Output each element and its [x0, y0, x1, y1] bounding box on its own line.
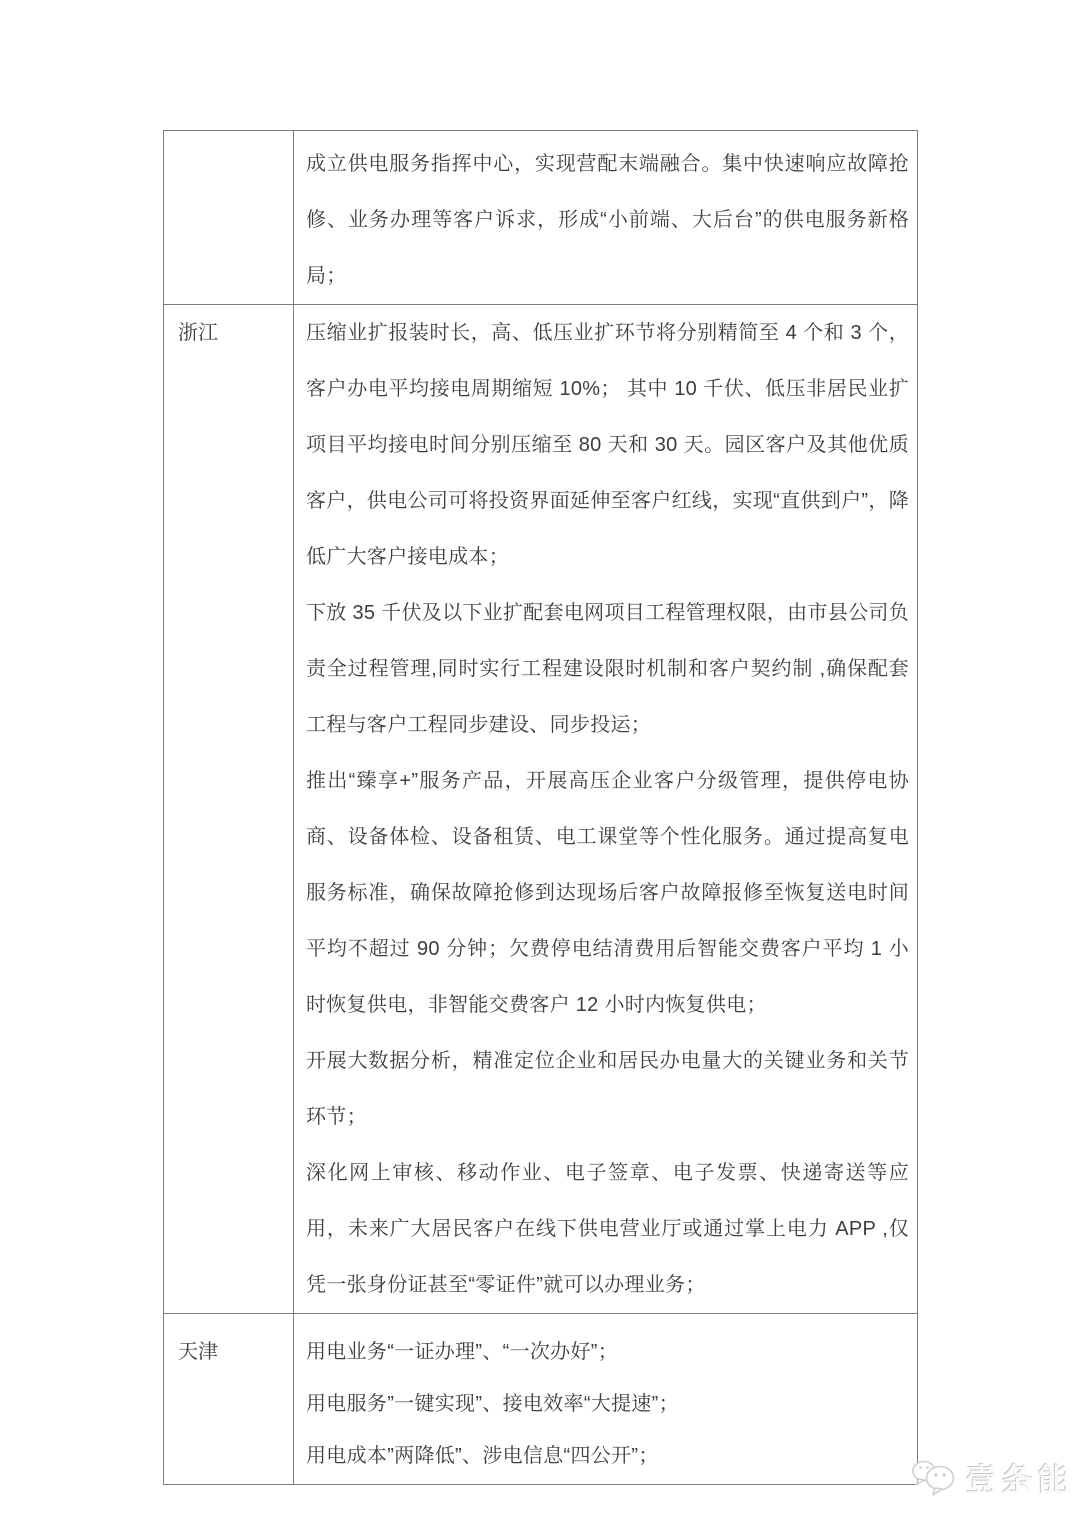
paragraph: 用电服务”一键实现”、接电效率“大提速”； [306, 1393, 679, 1415]
province-label: 浙江 [178, 322, 218, 344]
service-measures-table [163, 130, 918, 1485]
content-cell [294, 131, 918, 305]
province-cell [164, 305, 294, 1314]
watermark-label: 壹条能 [966, 1463, 1074, 1498]
province-label: 天津 [178, 1341, 218, 1363]
table-row [164, 305, 918, 1314]
watermark [910, 1455, 1074, 1500]
paragraph: 成立供电服务指挥中心，实现营配末端融合。集中快速响应故障抢修、业务办理等客户诉求，形成“小前端、大后台”的供电服务新格局； [306, 153, 909, 287]
paragraph: 深化网上审核、移动作业、电子签章、电子发票、快递寄送等应用，未来广大居民客户在线下供电营业厅或通过掌上电力 APP ,仅凭一张身份证甚至“零证件”就可以办理业务； [306, 1162, 909, 1296]
paragraph: 用电成本”两降低”、涉电信息“四公开”； [306, 1445, 659, 1467]
paragraph: 用电业务“一证办理”、“一次办好”； [306, 1341, 619, 1363]
paragraph: 推出“臻享+”服务产品，开展高压企业客户分级管理，提供停电协商、设备体检、设备租赁、电工课堂等个性化服务。通过提高复电服务标准，确保故障抢修到达现场后客户故障报修至恢复送电时间平均不超过 90 分钟；欠费停电结清费用后智能交费客户平均 1 小时恢复供电，非智能交费客户 12 小时内恢复供电； [306, 770, 909, 1016]
province-cell [164, 131, 294, 305]
table-row [164, 131, 918, 305]
wechat-icon [910, 1458, 958, 1498]
table-row [164, 1314, 918, 1485]
paragraph: 压缩业扩报装时长，高、低压业扩环节将分别精简至 4 个和 3 个，客户办电平均接电周期缩短 10%； 其中 10 千伏、低压非居民业扩项目平均接电时间分别压缩至 80 天和 30 天。园区客户及其他优质客户，供电公司可将投资界面延伸至客户红线，实现“直供到户”，降低广大客户接电成本； [306, 322, 909, 568]
province-cell [164, 1314, 294, 1485]
content-cell [294, 305, 918, 1314]
content-cell [294, 1314, 918, 1485]
paragraph: 下放 35 千伏及以下业扩配套电网项目工程管理权限，由市县公司负责全过程管理,同时实行工程建设限时机制和客户契约制 ,确保配套工程与客户工程同步建设、同步投运； [306, 602, 909, 736]
paragraph: 开展大数据分析，精准定位企业和居民办电量大的关键业务和关节环节； [306, 1050, 909, 1128]
